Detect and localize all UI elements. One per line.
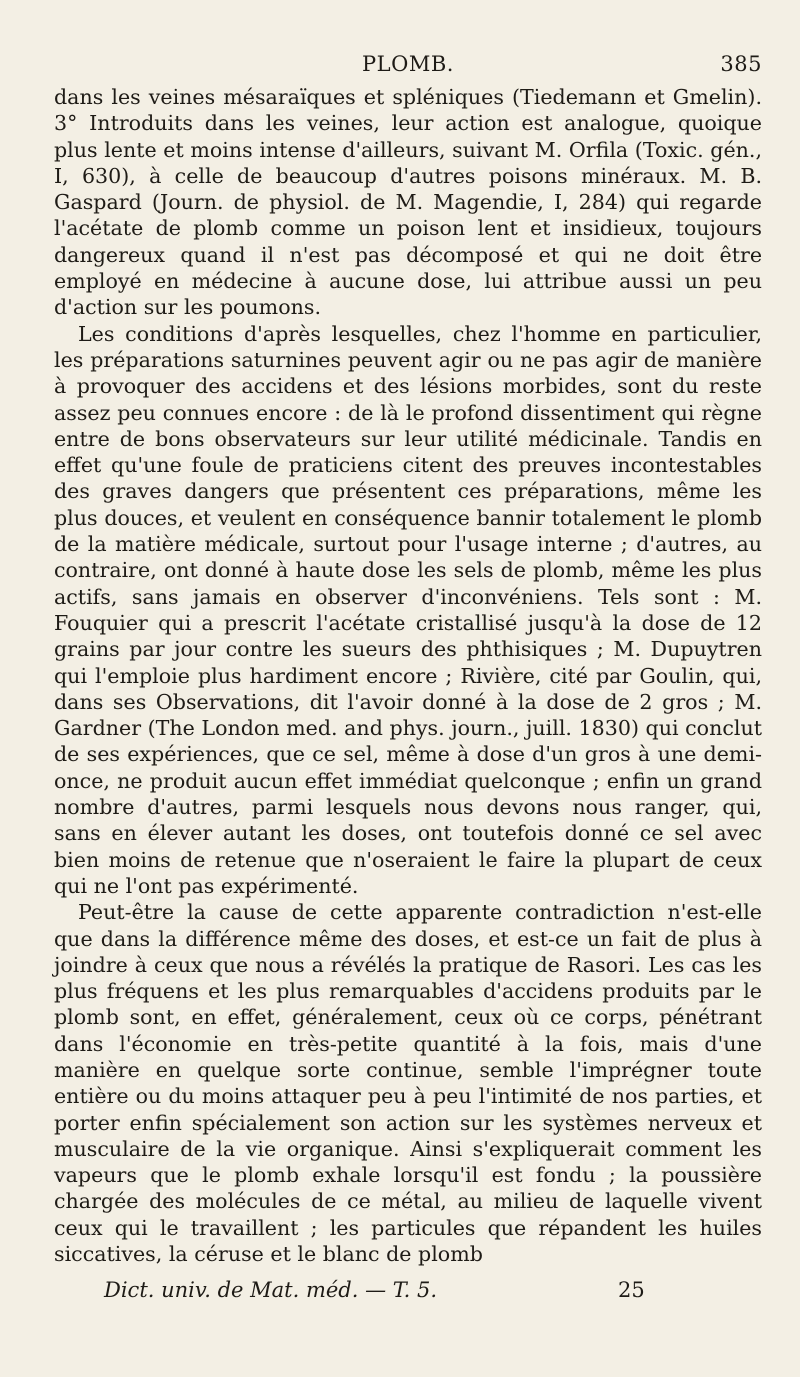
paragraph-2: Les conditions d'après lesquelles, chez l'homme en particulier, les préparations saturnines peuvent agir ou ne pas agir de manière à provoquer des accidens et des lésions morbides, sont du reste assez peu connues encore : de là le profond dissentiment qui règne entre de bons observateurs sur leur utilité médicinale. Tandis en effet qu'une foule de praticiens citent des preuves incontestables des graves dangers que présentent ces préparations, même les plus douces, et veulent en conséquence bannir totalement le plomb de la matière médicale, surtout pour l'usage interne ; d'autres, au contraire, ont donné à haute dose les sels de plomb, même les plus actifs, sans jamais en observer d'inconvéniens. Tels sont : M. Fouquier qui a prescrit l'acétate cristallisé jusqu'à la dose de 12 grains par jour contre les sueurs des phthisiques ; M. Dupuytren qui l'emploie plus hardiment encore ; Rivière, cité par Goulin, qui, dans ses Observations, dit l'avoir donné à la dose de 2 gros ; M. Gardner (The London med. and phys. journ., juill. 1830) qui conclut de ses expériences, que ce sel, même à dose d'un gros à une demi-once, ne produit aucun effet immédiat quelconque ; enfin un grand nombre d'autres, parmi lesquels nous devons nous ranger, qui, sans en élever autant les doses, ont toutefois donné ce sel avec bien moins de retenue que n'oseraient le faire la plupart de ceux qui ne l'ont pas expérimenté. — [54, 321, 762, 898]
page-number: 385 — [720, 52, 762, 76]
running-title: PLOMB. — [362, 52, 454, 76]
running-head — [54, 52, 762, 84]
footer-signature: Dict. univ. de Mat. méd. — T. 5. — [104, 1278, 438, 1302]
footer-sheet-number: 25 — [618, 1278, 645, 1302]
paragraph-3: Peut-être la cause de cette apparente contradiction n'est-elle que dans la différence même des doses, et est-ce un fait de plus à joindre à ceux que nous a révélés la pratique de Rasori. Les cas les plus fréquens et les plus remarquables d'accidens produits par le plomb sont, en effet, généralement, ceux où ce corps, pénétrant dans l'économie en très-petite quantité à la fois, mais d'une manière en quelque sorte continue, semble l'imprégner toute entière ou du moins attaquer peu à peu l'intimité de nos parties, et porter enfin spécialement son action sur les systèmes nerveux et musculaire de la vie organique. Ainsi s'expliquerait comment les vapeurs que le plomb exhale lorsqu'il est fondu ; la poussière chargée des molécules de ce métal, au milieu de laquelle vivent ceux qui le travaillent ; les particules que répandent les huiles siccatives, la céruse et le blanc de plomb — [54, 900, 762, 1267]
paragraph-1: dans les veines mésaraïques et spléniques (Tiedemann et Gmelin). 3° Introduits dans les veines, leur action est analogue, quoique plus lente et moins intense d'ailleurs, suivant M. Orfila (Toxic. gén., I, 630), à celle de beaucoup d'autres poisons minéraux. M. B. Gaspard (Journ. de physiol. de M. Magendie, I, 284) qui regarde l'acétate de plomb comme un poison lent et insidieux, toujours dangereux quand il n'est pas décomposé et qui ne doit être employé en médecine à aucune dose, lui attribue aussi un peu d'action sur les poumons. — [54, 85, 762, 320]
body-text — [54, 84, 762, 1267]
